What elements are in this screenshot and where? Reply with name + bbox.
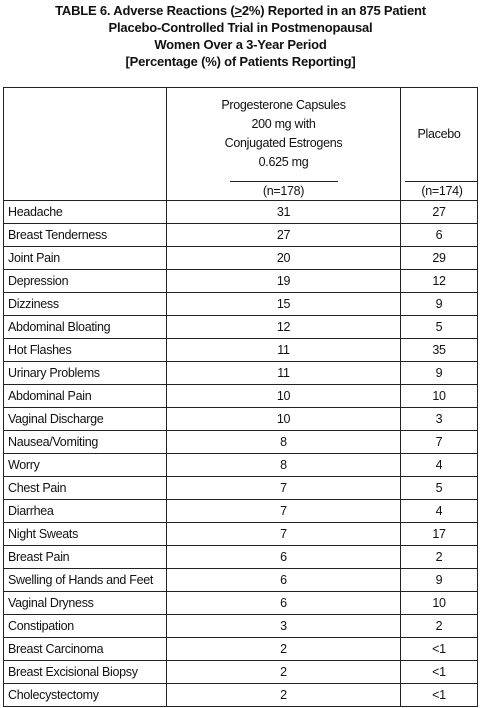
reaction-label: Cholecystectomy (4, 684, 167, 707)
treatment-percent: 7 (167, 523, 401, 546)
table-row (4, 408, 478, 431)
table-row (4, 247, 478, 270)
header-n-row (4, 180, 478, 201)
placebo-percent: 4 (401, 454, 478, 477)
header-treatment-n (167, 180, 401, 201)
table-row (4, 385, 478, 408)
reaction-label: Dizziness (4, 293, 167, 316)
reaction-label: Breast Carcinoma (4, 638, 167, 661)
table-row (4, 615, 478, 638)
treatment-percent: 20 (167, 247, 401, 270)
title-line-1 (0, 2, 481, 19)
placebo-percent: 17 (401, 523, 478, 546)
table-row (4, 454, 478, 477)
placebo-percent: 6 (401, 224, 478, 247)
treatment-percent: 8 (167, 431, 401, 454)
placebo-percent: 2 (401, 615, 478, 638)
placebo-percent: 7 (401, 431, 478, 454)
adverse-reactions-table (3, 87, 478, 707)
treatment-percent: 10 (167, 408, 401, 431)
header-treatment (167, 88, 401, 181)
placebo-percent: 3 (401, 408, 478, 431)
table-row (4, 500, 478, 523)
reaction-label: Breast Excisional Biopsy (4, 661, 167, 684)
treatment-percent: 8 (167, 454, 401, 477)
header-treatment-line-3: Conjugated Estrogens (224, 136, 343, 150)
treatment-percent: 11 (167, 362, 401, 385)
reaction-label: Abdominal Pain (4, 385, 167, 408)
placebo-percent: 5 (401, 477, 478, 500)
reaction-label: Vaginal Dryness (4, 592, 167, 615)
reaction-label: Joint Pain (4, 247, 167, 270)
placebo-percent: 12 (401, 270, 478, 293)
table-row (4, 316, 478, 339)
treatment-percent: 10 (167, 385, 401, 408)
header-empty-cell (4, 88, 167, 181)
placebo-percent: 10 (401, 385, 478, 408)
header-treatment-line-2: 200 mg with (251, 117, 316, 131)
title-line-1-end: 2%) Reported in an 875 Patient (241, 3, 426, 18)
adverse-reactions-table-wrapper (3, 87, 477, 707)
placebo-percent: 27 (401, 201, 478, 224)
header-row (4, 88, 478, 181)
placebo-percent: 2 (401, 546, 478, 569)
treatment-percent: 7 (167, 500, 401, 523)
table-row (4, 431, 478, 454)
table-row (4, 592, 478, 615)
placebo-percent: 5 (401, 316, 478, 339)
placebo-percent: 4 (401, 500, 478, 523)
placebo-n-label: (n=174) (405, 181, 478, 200)
table-row (4, 661, 478, 684)
treatment-percent: 2 (167, 684, 401, 707)
placebo-percent: <1 (401, 684, 478, 707)
table-row (4, 201, 478, 224)
header-n-empty-cell (4, 180, 167, 201)
reaction-label: Chest Pain (4, 477, 167, 500)
table-row (4, 684, 478, 707)
table-row (4, 477, 478, 500)
greater-equal-symbol: > (234, 3, 242, 18)
table-row (4, 293, 478, 316)
reaction-label: Headache (4, 201, 167, 224)
treatment-percent: 11 (167, 339, 401, 362)
table-row (4, 270, 478, 293)
treatment-percent: 12 (167, 316, 401, 339)
placebo-percent: <1 (401, 638, 478, 661)
treatment-percent: 2 (167, 661, 401, 684)
treatment-percent: 6 (167, 592, 401, 615)
placebo-percent: 10 (401, 592, 478, 615)
reaction-label: Breast Pain (4, 546, 167, 569)
table-row (4, 638, 478, 661)
title-line-2: Placebo-Controlled Trial in Postmenopausal (108, 20, 373, 35)
table-row (4, 339, 478, 362)
header-placebo-n (401, 180, 478, 201)
reaction-label: Worry (4, 454, 167, 477)
reaction-label: Constipation (4, 615, 167, 638)
table-header (4, 88, 478, 201)
table-row (4, 546, 478, 569)
reaction-label: Abdominal Bloating (4, 316, 167, 339)
table-row (4, 569, 478, 592)
placebo-percent: 35 (401, 339, 478, 362)
placebo-percent: 9 (401, 362, 478, 385)
placebo-percent: 29 (401, 247, 478, 270)
reaction-label: Diarrhea (4, 500, 167, 523)
header-placebo: Placebo (401, 88, 478, 181)
placebo-percent: <1 (401, 661, 478, 684)
reaction-label: Hot Flashes (4, 339, 167, 362)
reaction-label: Swelling of Hands and Feet (4, 569, 167, 592)
table-row (4, 523, 478, 546)
table-body (4, 201, 478, 707)
title-line-1-start: TABLE 6. Adverse Reactions ( (55, 3, 235, 18)
header-treatment-line-1: Progesterone Capsules (221, 98, 346, 112)
treatment-percent: 15 (167, 293, 401, 316)
reaction-label: Vaginal Discharge (4, 408, 167, 431)
reaction-label: Breast Tenderness (4, 224, 167, 247)
treatment-percent: 7 (167, 477, 401, 500)
header-treatment-line-4: 0.625 mg (258, 155, 309, 169)
reaction-label: Urinary Problems (4, 362, 167, 385)
table-title (0, 0, 481, 70)
treatment-percent: 3 (167, 615, 401, 638)
placebo-percent: 9 (401, 293, 478, 316)
title-line-4: [Percentage (%) of Patients Reporting] (125, 54, 356, 69)
reaction-label: Nausea/Vomiting (4, 431, 167, 454)
table-row (4, 362, 478, 385)
title-line-3: Women Over a 3-Year Period (154, 37, 327, 52)
treatment-percent: 6 (167, 569, 401, 592)
treatment-percent: 19 (167, 270, 401, 293)
treatment-percent: 27 (167, 224, 401, 247)
reaction-label: Depression (4, 270, 167, 293)
table-row (4, 224, 478, 247)
treatment-percent: 2 (167, 638, 401, 661)
treatment-percent: 6 (167, 546, 401, 569)
treatment-n-label: (n=178) (230, 181, 338, 200)
reaction-label: Night Sweats (4, 523, 167, 546)
treatment-percent: 31 (167, 201, 401, 224)
placebo-percent: 9 (401, 569, 478, 592)
